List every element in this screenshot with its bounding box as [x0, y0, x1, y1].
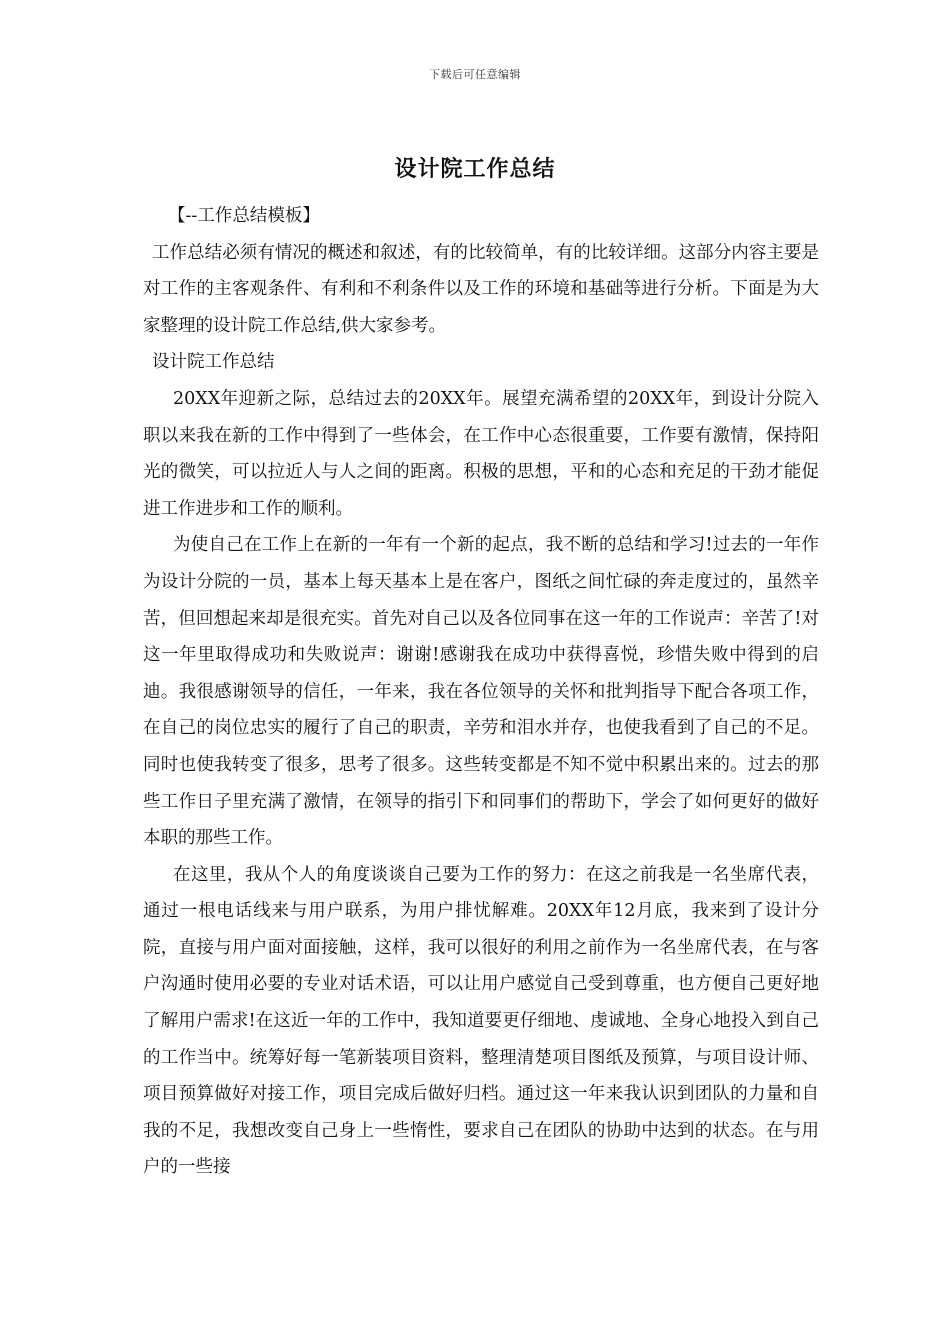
- document-body: [143, 198, 819, 1186]
- intro-paragraph: 工作总结必须有情况的概述和叙述，有的比较简单，有的比较详细。这部分内容主要是对工作的主客观条件、有利和不利条件以及工作的环境和基础等进行分析。下面是为大家整理的设计院工作总结,供大家参考。: [143, 242, 819, 336]
- body-paragraph-3: 在这里，我从个人的角度谈谈自己要为工作的努力：在这之前我是一名坐席代表，通过一根电话线来与用户联系，为用户排忧解难。20XX年12月底，我来到了设计分院，直接与用户面对面接触，这样，我可以很好的利用之前作为一名坐席代表，在与客户沟通时使用必要的专业对话术语，可以让用户感觉自己受到尊重，也方便自己更好地了解用户需求!在这近一年的工作中，我知道要更仔细地、虔诚地、全身心地投入到自己的工作当中。统筹好每一笔新装项目资料，整理清楚项目图纸及预算，与项目设计师、项目预算做好对接工作，项目完成后做好归档。通过这一年来我认识到团队的力量和自我的不足，我想改变自己身上一些惰性，要求自己在团队的协助中达到的状态。在与用户的一些接: [143, 864, 819, 1178]
- template-tag-line: 【--工作总结模板】: [168, 206, 320, 226]
- header-note: 下载后可任意编辑: [429, 68, 521, 81]
- document-title: 设计院工作总结: [394, 156, 556, 182]
- body-paragraph-2: 为使自己在工作上在新的一年有一个新的起点，我不断的总结和学习!过去的一年作为设计分院的一员，基本上每天基本上是在客户，图纸之间忙碌的奔走度过的，虽然辛苦，但回想起来却是很充实。首先对自己以及各位同事在这一年的工作说声：辛苦了!对这一年里取得成功和失败说声：谢谢!感谢我在成功中获得喜悦，珍惜失败中得到的启迪。我很感谢领导的信任，一年来，我在各位领导的关怀和批判指导下配合各项工作，在自己的岗位忠实的履行了自己的职责，辛劳和泪水并存，也使我看到了自己的不足。同时也使我转变了很多，思考了很多。这些转变都是不知不觉中积累出来的。过去的那些工作日子里充满了激情，在领导的指引下和同事们的帮助下，学会了如何更好的做好本职的那些工作。: [143, 535, 819, 849]
- body-paragraph-1: 20XX年迎新之际，总结过去的20XX年。展望充满希望的20XX年，到设计分院入职以来我在新的工作中得到了一些体会，在工作中心态很重要，工作要有激情，保持阳光的微笑，可以拉近人与人之间的距离。积极的思想，平和的心态和充足的干劲才能促进工作进步和工作的顺利。: [143, 388, 819, 519]
- section-heading: 设计院工作总结: [152, 352, 275, 373]
